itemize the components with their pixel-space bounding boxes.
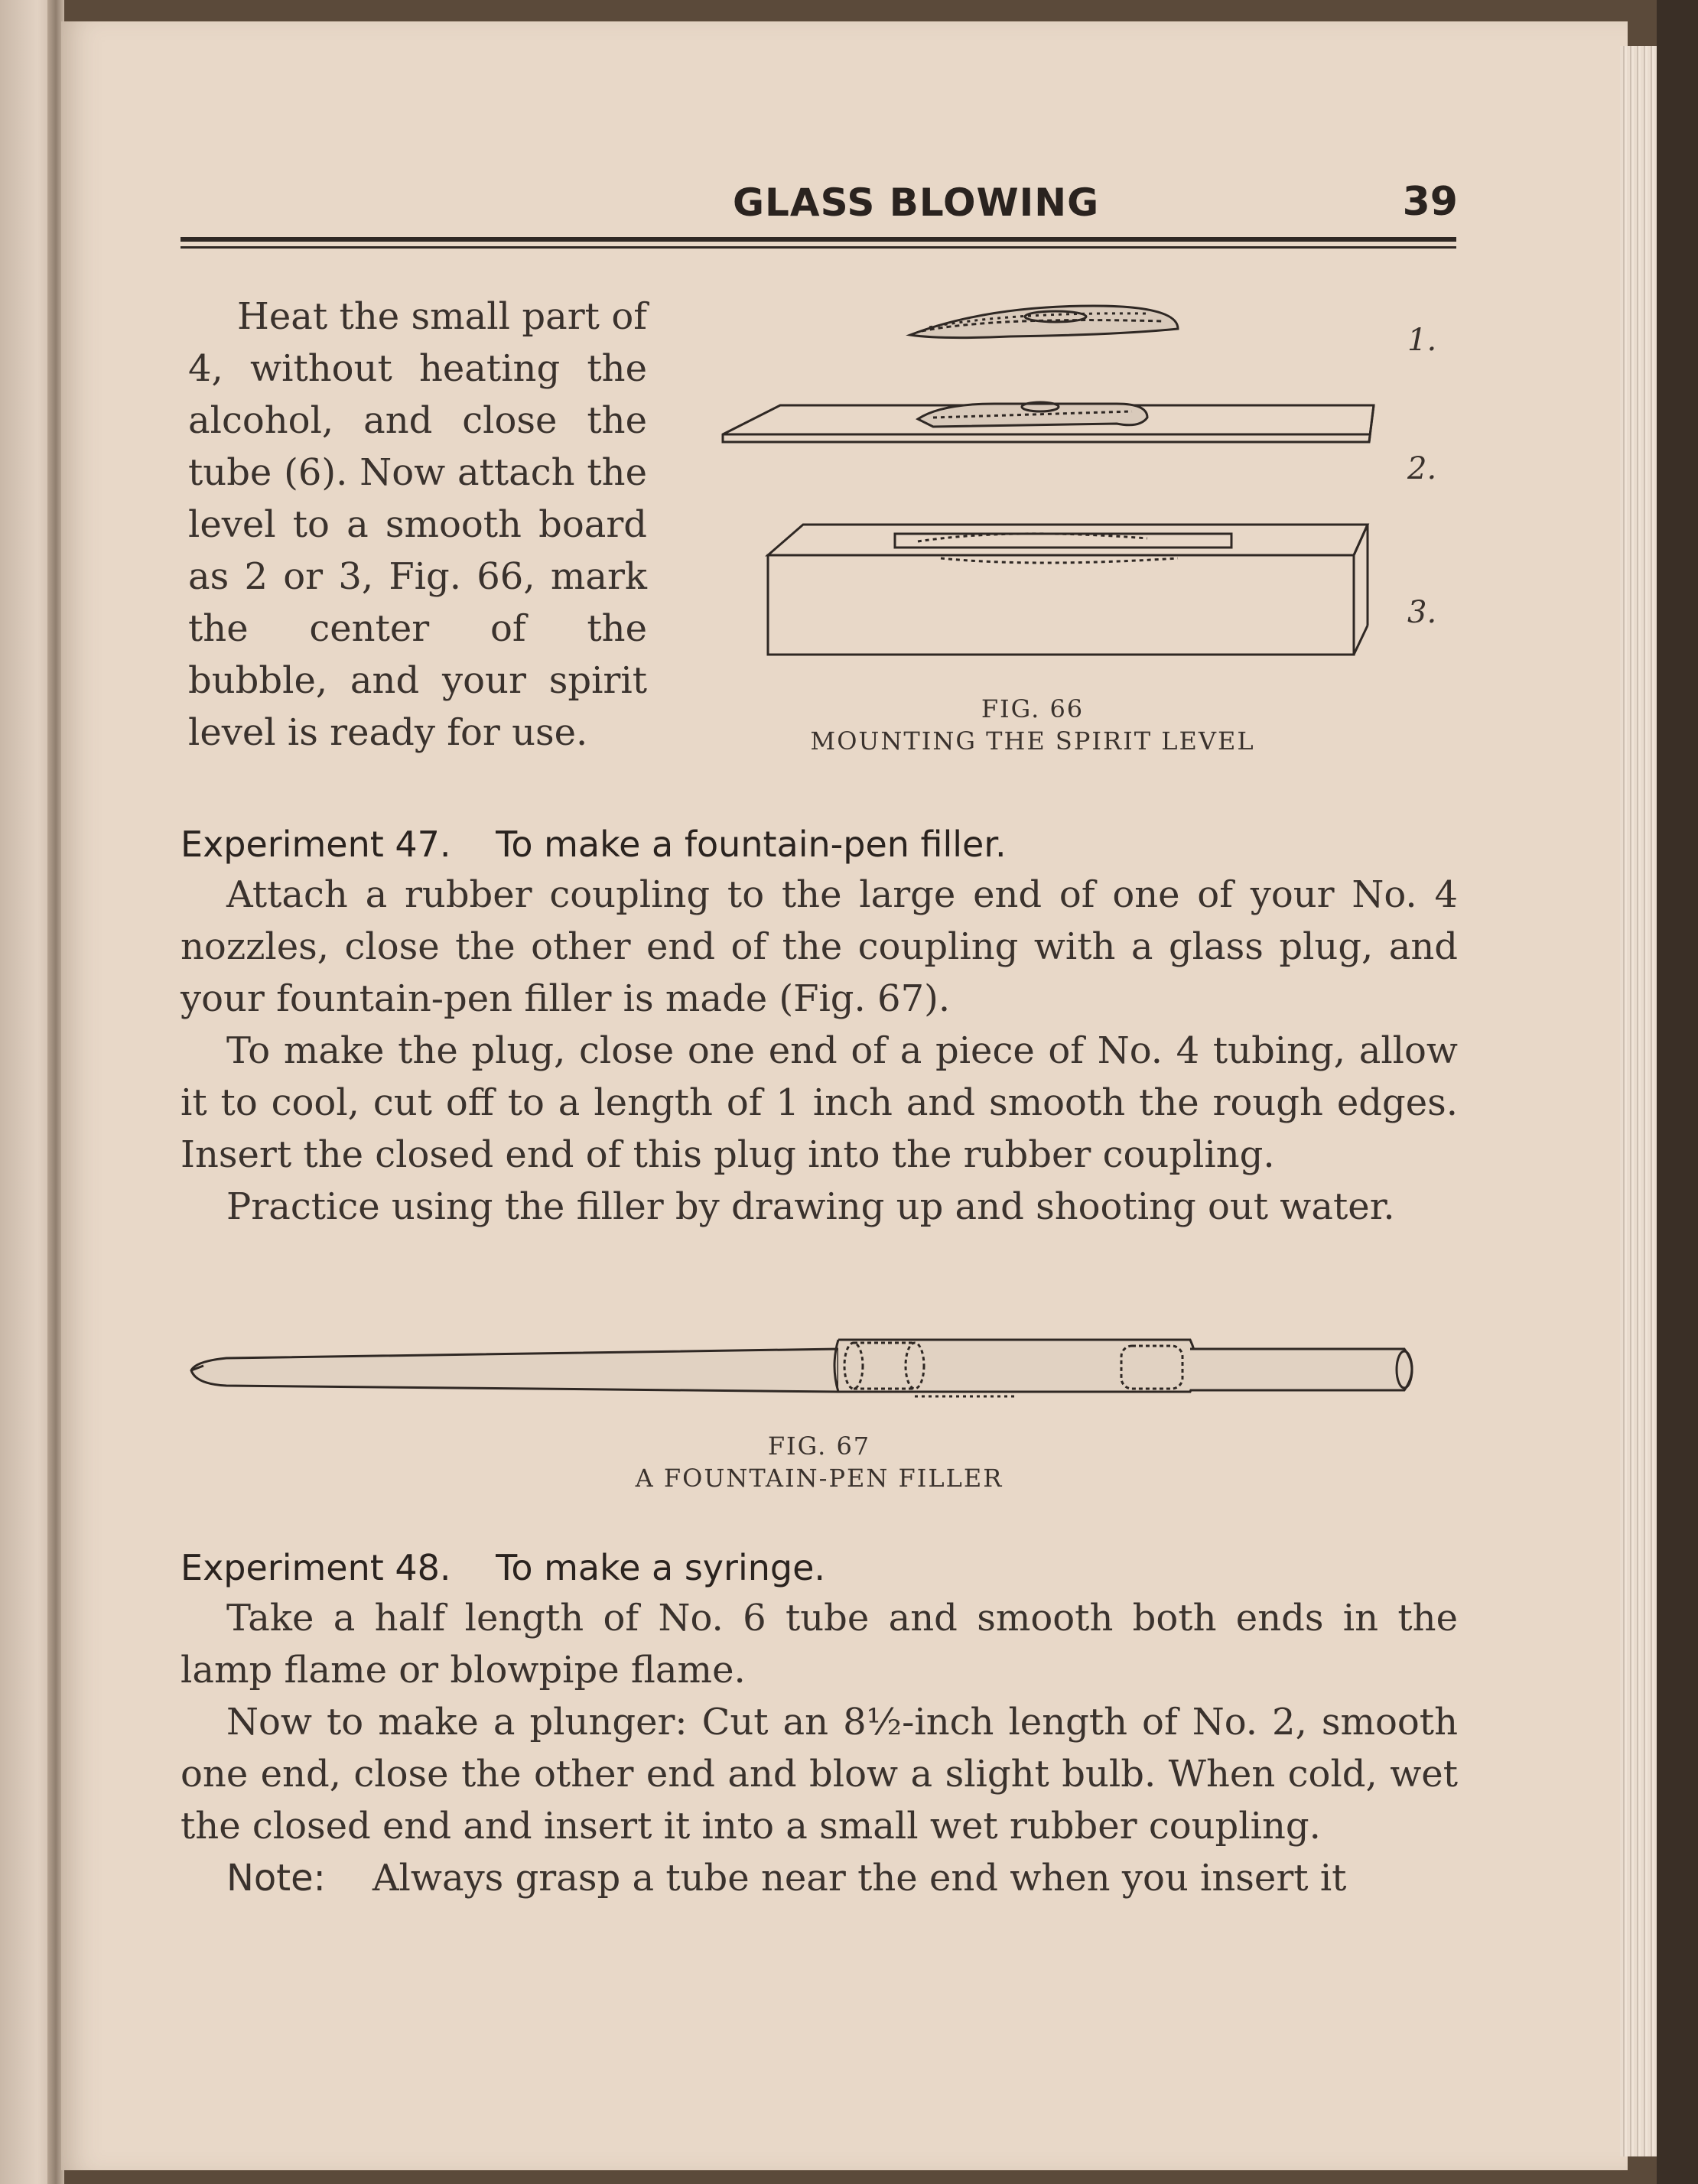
experiment-47-number: Experiment 47.: [181, 824, 451, 865]
figure-67-title: A FOUNTAIN-PEN FILLER: [635, 1464, 1004, 1493]
figure-66-number: FIG. 66: [981, 694, 1085, 723]
level-board-2: [723, 402, 1374, 442]
figure-67-caption: [513, 1430, 1125, 1494]
header-rule-thick: [181, 237, 1456, 242]
note-label: Note:: [226, 1857, 326, 1900]
figure-66-label-2: 2.: [1407, 451, 1437, 486]
page-stack-edges: [1620, 46, 1657, 2156]
glass-nozzle: [191, 1349, 838, 1392]
header-rule-thin: [181, 246, 1456, 249]
facing-page-edge: [0, 0, 54, 2184]
experiment-47: [181, 820, 1458, 1233]
experiment-48-paragraph: Take a half length of No. 6 tube and smooth both ends in the lamp flame or blowpipe flame.: [181, 1597, 1458, 1692]
figure-66-label-3: 3.: [1407, 595, 1437, 630]
figure-66: [688, 289, 1453, 763]
experiment-48-heading: [181, 1543, 1458, 1592]
experiment-47-paragraph: To make the plug, close one end of a piece of No. 4 tubing, allow it to cool, cut off to a length of 1 inch and smooth the rough edges. Insert the closed end of this plug into the rubber coupling.: [181, 1029, 1458, 1176]
figure-66-label-1: 1.: [1407, 323, 1437, 358]
spirit-level-drawing: [688, 289, 1453, 763]
experiment-47-paragraph: Attach a rubber coupling to the large end of one of your No. 4 nozzles, close the other end of the coupling with a glass plug, and your fountain-pen filler is made (Fig. 67).: [181, 873, 1458, 1020]
rubber-coupling: [838, 1340, 1196, 1392]
running-head-title: GLASS BLOWING: [733, 180, 1100, 225]
background-edge: [1657, 0, 1698, 2184]
intro-text: Heat the small part of 4, without heating the alcohol, and close the tube (6). Now attach the level to a smooth board as 2 or 3, Fig. 66, mark the center of the bubble, and your spirit level is ready for use.: [188, 295, 647, 754]
running-head: [182, 176, 1458, 229]
experiment-48-number: Experiment 48.: [181, 1547, 451, 1588]
experiment-47-title: To make a fountain-pen filler.: [496, 824, 1007, 865]
intro-paragraph: [188, 291, 647, 759]
experiment-48-paragraph: Now to make a plunger: Cut an 8½-inch length of No. 2, smooth one end, close the other end and blow a slight bulb. When cold, wet the closed end and insert it into a small wet rubber coupling.: [181, 1701, 1458, 1848]
experiment-48: [181, 1543, 1458, 1904]
experiment-47-paragraph: Practice using the filler by drawing up and shooting out water.: [226, 1185, 1395, 1228]
experiment-47-heading: [181, 820, 1458, 869]
note-text: Always grasp a tube near the end when you insert it: [372, 1857, 1347, 1900]
figure-66-title: MOUNTING THE SPIRIT LEVEL: [810, 726, 1255, 756]
fountain-pen-filler-drawing: [181, 1315, 1458, 1430]
level-tube-1: [910, 306, 1178, 338]
experiment-48-note: [181, 1852, 1458, 1904]
figure-67: [181, 1315, 1458, 1491]
level-block-3: [768, 525, 1368, 655]
figure-67-number: FIG. 67: [767, 1432, 871, 1461]
experiment-48-title: To make a syringe.: [496, 1547, 825, 1588]
figure-66-caption: [765, 693, 1300, 757]
page-number: 39: [1402, 179, 1458, 225]
